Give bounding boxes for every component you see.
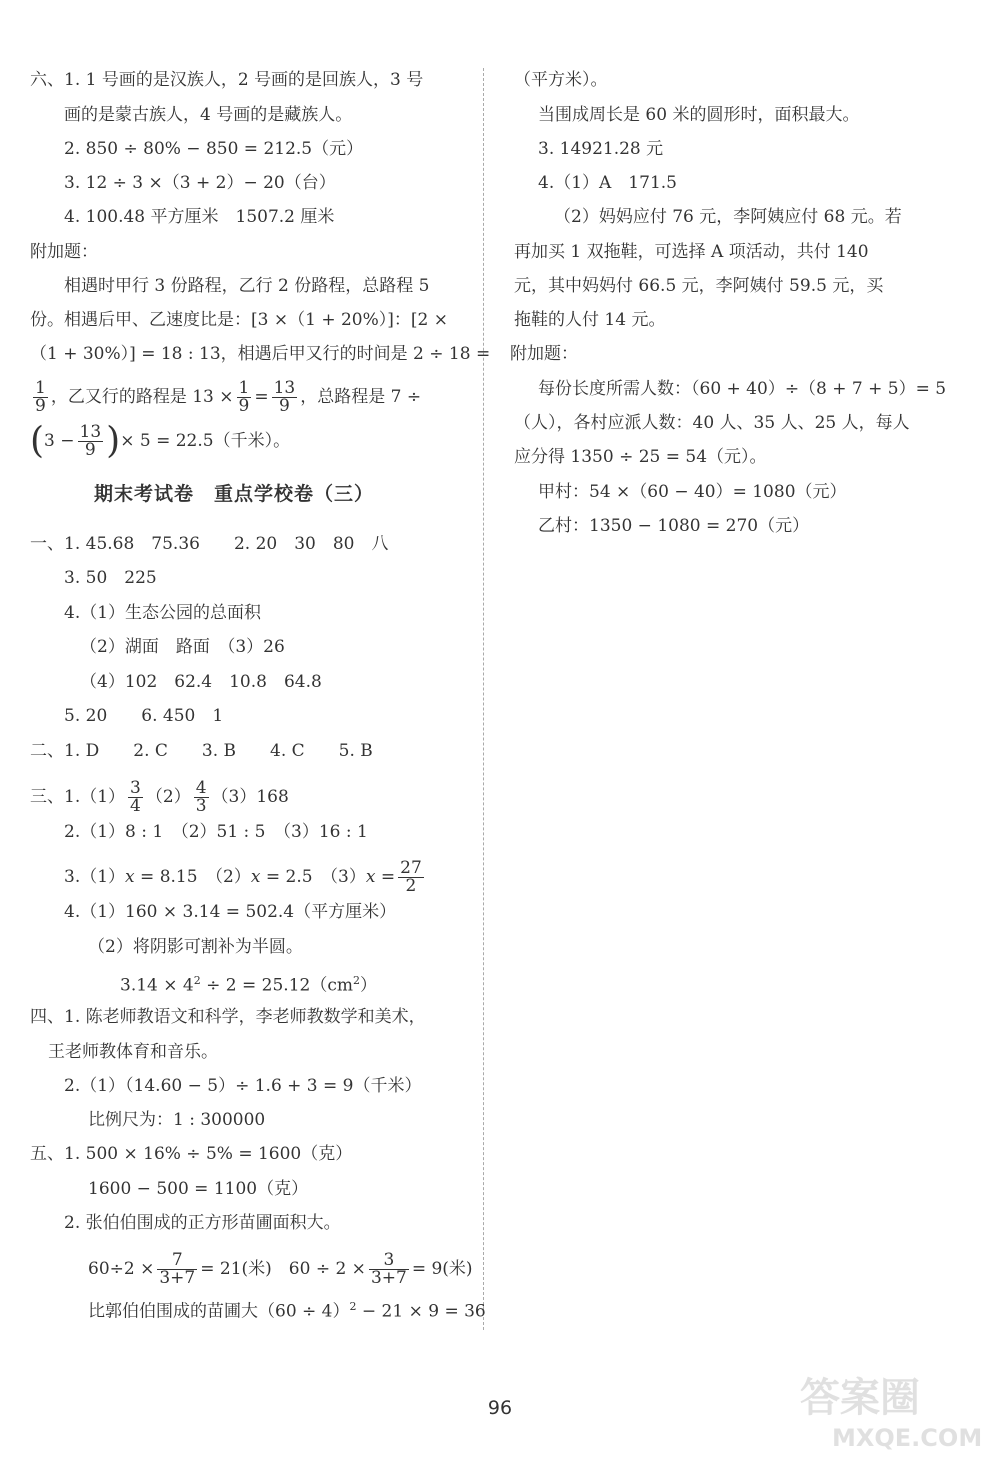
answer-line: 2. 张伯伯围成的正方形苗圃面积大。 [64, 1213, 341, 1233]
answer-line: 一、1. 45.68 75.36 2. 20 30 80 八 [30, 534, 389, 554]
answer-line-fractions: (3 − $\frac{13}{9}$ )× 5 = 22.5（千米）。 [30, 420, 291, 462]
answer-line: 5. 20 6. 450 1 [64, 706, 224, 726]
answer-line: 元，其中妈妈付 66.5 元，李阿姨付 59.5 元，买 [514, 276, 884, 296]
answer-line: 再加买 1 双拖鞋，可选择 A 项活动，共付 140 [514, 242, 869, 262]
answer-line: 二、1. D 2. C 3. B 4. C 5. B [30, 741, 373, 761]
section-heading: 期末考试卷 重点学校卷（三） [94, 483, 375, 505]
answer-line: 2.（1）8 : 1 （2）51 : 5 （3）16 : 1 [64, 822, 368, 842]
answer-line: 画的是蒙古族人，4 号画的是藏族人。 [64, 105, 353, 125]
answer-line: 相遇时甲行 3 份路程，乙行 2 份路程，总路程 5 [64, 276, 430, 296]
bonus-label: 附加题： [30, 242, 98, 262]
watermark-text: 答案圈 [800, 1375, 920, 1421]
answer-line: 3. 14921.28 元 [538, 139, 664, 159]
answer-line: 1600 − 500 = 1100（克） [88, 1179, 309, 1199]
answer-line: $3.14 \times 4^2 \div 2 = 25.12(cm^2)$ [120, 974, 377, 996]
answer-line: 应分得 1350 ÷ 25 = 54（元）。 [514, 447, 767, 467]
answer-line: 2. 850 ÷ 80% − 850 = 212.5（元） [64, 139, 364, 159]
answer-line: 六、1. 1 号画的是汉族人，2 号画的是回族人，3 号 [30, 70, 424, 90]
answer-line: 份。相遇后甲、乙速度比是：[3 ×（1 + 20%）]：[2 × [30, 310, 448, 330]
page-number: 96 [487, 1397, 513, 1419]
answer-line-fractions: 三、1.（1） $\frac{3}{4}$ （2） $\frac{4}{3}$ （3）168 [30, 778, 289, 816]
answer-line: 4.（1）A 171.5 [538, 173, 677, 193]
fraction: $\frac{4}{3}$ [195, 778, 207, 816]
answer-line: 3. 50 225 [64, 568, 157, 588]
fraction: $\frac{13}{9}$ [273, 378, 296, 416]
column-divider [483, 68, 484, 1330]
fraction: $\frac{27}{2}$ [400, 858, 422, 896]
fraction: $\frac{1}{9}$ [238, 378, 250, 416]
answer-line: 四、1. 陈老师教语文和科学，李老师教数学和美术， [30, 1007, 426, 1027]
fraction: $\frac{7}{3+7}$ [159, 1250, 196, 1288]
watermark-logo [796, 1366, 996, 1466]
answer-line: （2）湖面 路面 （3）26 [80, 637, 285, 657]
fraction: $\frac{3}{4}$ [130, 778, 141, 816]
answer-line: （4）102 62.4 10.8 64.8 [80, 672, 322, 692]
answer-line: （2）将阴影可割补为半圆。 [88, 937, 303, 957]
answer-line: （平方米）。 [514, 70, 608, 90]
fraction: $\frac{13}{9}$ [79, 422, 102, 460]
answer-line: 4. 100.48 平方厘米 1507.2 厘米 [64, 207, 335, 227]
answer-line: 4.（1）160 × 3.14 = 502.4（平方厘米） [64, 902, 397, 922]
fraction: $\frac{1}{9}$ [35, 378, 46, 416]
answer-line: 当围成周长是 60 米的圆形时，面积最大。 [538, 105, 860, 125]
answer-line: （人），各村应派人数：40 人、35 人、25 人，每人 [514, 413, 910, 433]
answer-line: 乙村：1350 − 1080 = 270（元） [538, 516, 810, 536]
answer-line: 拖鞋的人付 14 元。 [514, 310, 666, 330]
answer-line: 2.（1）（14.60 − 5）÷ 1.6 + 3 = 9（千米） [64, 1076, 422, 1096]
answer-line: 每份长度所需人数：（60 + 40）÷（8 + 7 + 5）= 5 [538, 379, 947, 399]
answer-line: （2）妈妈应付 76 元，李阿姨应付 68 元。若 [554, 207, 902, 227]
bonus-label: 附加题： [510, 344, 578, 364]
answer-line: 3. 12 ÷ 3 ×（3 + 2）− 20（台） [64, 173, 336, 193]
answer-line-fractions: $\frac{1}{9}$ ，乙又行的路程是 13 × $\frac{1}{9}$ = $\frac{13}{9}$ ，总路程是 7 ÷ [35, 378, 422, 416]
answer-line: 王老师教体育和音乐。 [48, 1042, 218, 1062]
answer-line: 甲村：54 ×（60 − 40）= 1080（元） [538, 482, 847, 502]
watermark-url: MXQE.COM [832, 1424, 983, 1452]
answer-line: 比郭伯伯围成的苗圃大$(60 \div 4)^2 - 21 \times 9 = 36$ [88, 1300, 486, 1322]
answer-line: 4.（1）生态公园的总面积 [64, 603, 262, 623]
answer-line: 五、1. 500 × 16% ÷ 5% = 1600（克） [30, 1144, 353, 1164]
answer-line: 比例尺为：1 : 300000 [88, 1110, 266, 1130]
answer-line-fractions: 3.（1）x = 8.15 （2）x = 2.5 （3）x = $\frac{27}{2}$ [64, 858, 422, 896]
fraction: $\frac{3}{3+7}$ [370, 1250, 407, 1288]
answer-line-fractions: 60÷2 × $\frac{7}{3+7}$ = 21(米) 60 ÷ 2 × $\frac{3}{3+7}$ = 9(米) [88, 1250, 473, 1288]
answer-line: （1 + 30%）] = 18 : 13，相遇后甲又行的时间是 2 ÷ 18 = [30, 344, 491, 364]
